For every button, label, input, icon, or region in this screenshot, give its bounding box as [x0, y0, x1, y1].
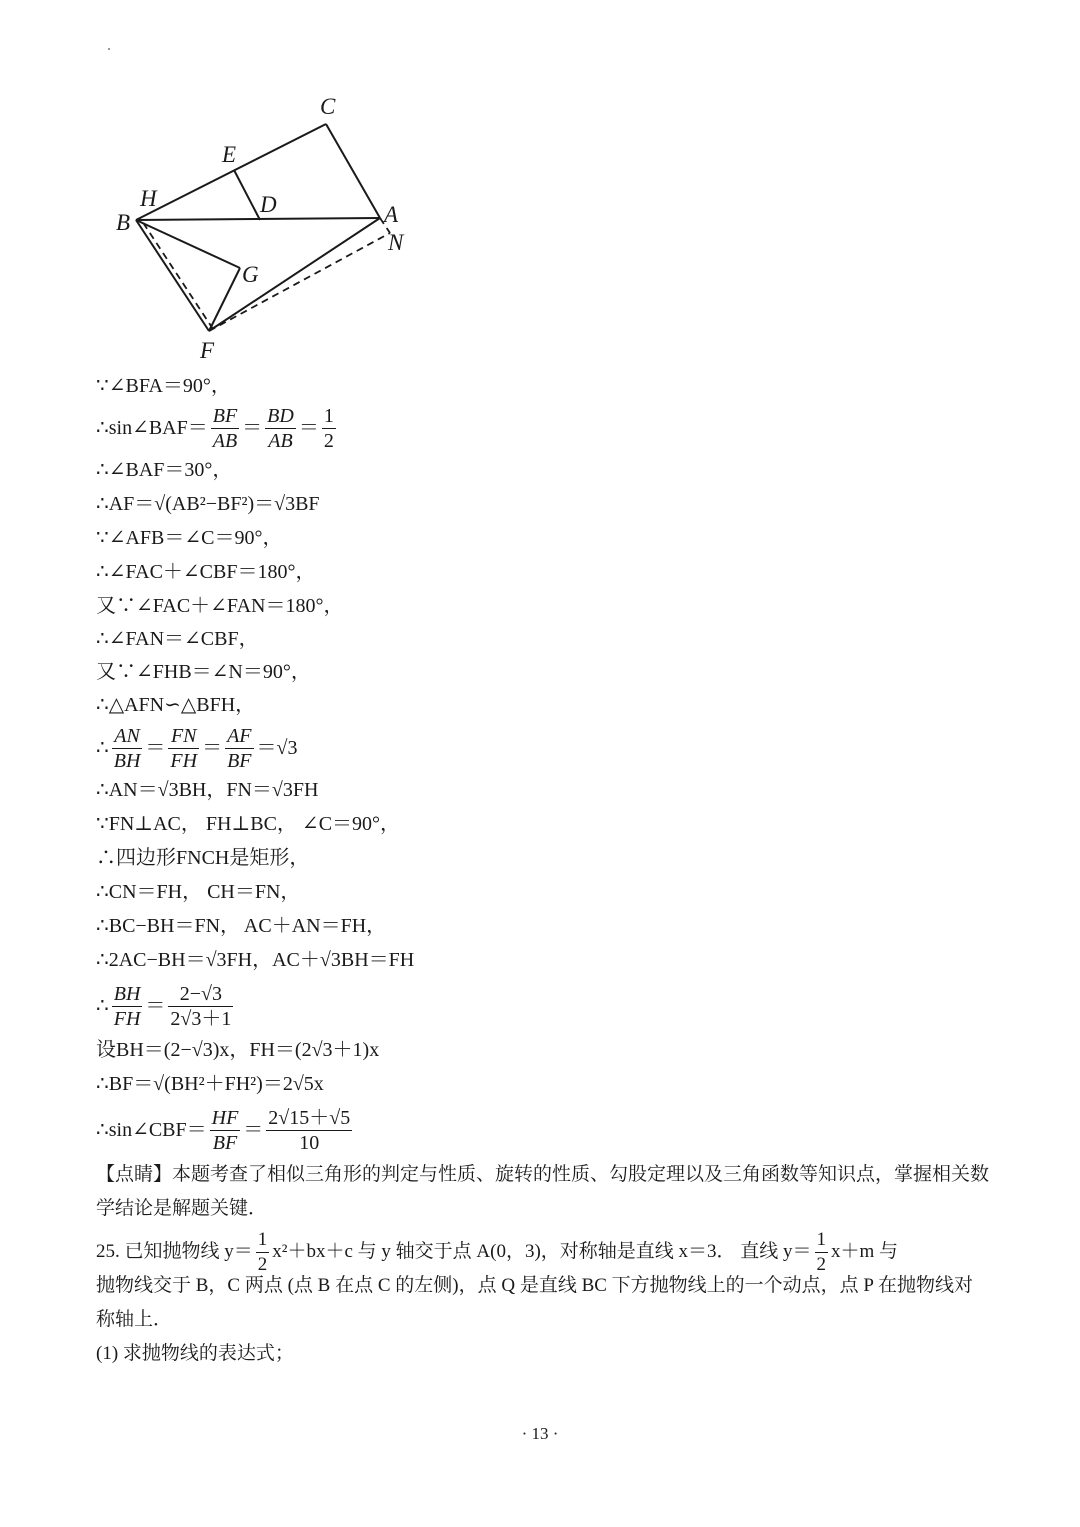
problem-25-line3: 称轴上．	[96, 1309, 173, 1330]
proof-line-sinCBF: ∴sin∠CBF＝ $\frac{HF}{BF}$ ＝ $\frac{2√15+√5}{10}$	[96, 1106, 351, 1154]
ratio-value: √3	[276, 737, 298, 759]
fraction: $\frac{BF}{AB}$	[212, 404, 238, 452]
label-G: G	[242, 262, 259, 287]
proof-line: ∴BF＝√(BH²＋FH²)＝2√5x	[96, 1073, 324, 1095]
proof-line: ∴△AFN∽△BFH，	[96, 694, 256, 716]
segment-FA	[209, 218, 380, 331]
fraction: $\frac{AF}{BF}$	[227, 724, 252, 772]
proof-line: ∴AN＝√3BH，FN＝√3FH	[96, 779, 319, 801]
segment-BC	[136, 124, 326, 220]
problem-25-question-1: (1) 求抛物线的表达式；	[96, 1343, 294, 1364]
proof-line: ∴CN＝FH， CH＝FN，	[96, 881, 301, 903]
label-A: A	[384, 202, 399, 227]
label-E: E	[222, 142, 237, 167]
comment-paragraph: 【点睛】本题考查了相似三角形的判定与性质、旋转的性质、勾股定理以及三角函数等知识点，掌握相关数学结论是解题关键．	[96, 1164, 990, 1219]
geometry-figure	[100, 88, 430, 363]
label-D: D	[260, 192, 277, 217]
proof-line: 又∵∠FAC＋∠FAN＝180°，	[96, 595, 344, 617]
label-C: C	[320, 94, 336, 119]
fraction: $\frac{BD}{AB}$	[267, 404, 294, 452]
proof-line-sinBAF: ∴sin∠BAF＝ $\frac{BF}{AB}$ ＝ $\frac{BD}{AB}$ ＝ $\frac{1}{2}$	[96, 404, 334, 452]
label-H: H	[140, 186, 157, 211]
proof-line: ∵∠AFB＝∠C＝90°，	[96, 527, 283, 549]
proof-line: ∴AF＝√(AB²−BF²)＝√3BF	[96, 493, 320, 515]
label-F: F	[200, 338, 215, 363]
fraction: $\frac{1}{2}$	[323, 404, 334, 452]
fraction: $\frac{HF}{BF}$	[211, 1106, 239, 1154]
fraction: $\frac{1}{2}$	[257, 1228, 268, 1275]
problem-text: x＋m 与	[831, 1241, 899, 1262]
segment-CA	[326, 124, 380, 218]
proof-line: ∵FN⊥AC， FH⊥BC， ∠C＝90°，	[96, 813, 401, 835]
proof-text: ∴sin∠CBF＝	[96, 1119, 207, 1141]
proof-line-bhfh: ∴ $\frac{BH}{FH}$ ＝ $\frac{2-√3}{2√3+1}$	[96, 982, 232, 1030]
scan-dot	[108, 48, 110, 50]
fraction: $\frac{1}{2}$	[816, 1228, 827, 1275]
label-B: B	[116, 210, 131, 235]
proof-text: ∴	[96, 737, 109, 759]
fraction: $\frac{2-√3}{2√3+1}$	[170, 982, 232, 1030]
proof-line: ∴∠FAN＝∠CBF，	[96, 628, 259, 650]
problem-25-line1	[96, 1226, 898, 1278]
proof-line: 又∵∠FHB＝∠N＝90°，	[96, 661, 311, 683]
proof-line: ∵∠BFA＝90°，	[96, 375, 231, 397]
proof-line: ∴四边形FNCH是矩形，	[96, 847, 310, 869]
proof-text: ∴sin∠BAF＝	[96, 417, 208, 439]
label-N: N	[388, 230, 404, 255]
problem-text: x²＋bx＋c 与 y 轴交于点 A(0，3)，对称轴是直线 x＝3． 直线 y＝	[272, 1241, 812, 1262]
segment-ED	[234, 170, 260, 220]
proof-line: ∴∠FAC＋∠CBF＝180°，	[96, 561, 316, 583]
segment-FN-dashed	[209, 233, 390, 331]
proof-line: 设BH＝(2−√3)x，FH＝(2√3＋1)x	[96, 1039, 380, 1061]
fraction: $\frac{FN}{FH}$	[170, 724, 198, 772]
page-number: · 13 ·	[521, 1424, 559, 1443]
proof-line: ∴BC−BH＝FN， AC＋AN＝FH，	[96, 915, 387, 937]
fraction: $\frac{2√15+√5}{10}$	[268, 1106, 351, 1154]
proof-line: ∴∠BAF＝30°，	[96, 459, 233, 481]
problem-text: 25. 已知抛物线 y＝	[96, 1241, 253, 1262]
proof-line-ratios: ∴ $\frac{AN}{BH}$ ＝ $\frac{FN}{FH}$ ＝ $\frac{AF}{BF}$ ＝ √3	[96, 724, 298, 772]
problem-25-line2: 抛物线交于 B，C 两点 (点 B 在点 C 的左侧)，点 Q 是直线 BC 下方抛物线上的一个动点，点 P 在抛物线对	[96, 1275, 974, 1296]
proof-line: ∴2AC−BH＝√3FH，AC＋√3BH＝FH	[96, 949, 415, 971]
segment-FH-dashed	[140, 218, 213, 329]
fraction: $\frac{AN}{BH}$	[113, 724, 141, 772]
fraction: $\frac{BH}{FH}$	[113, 982, 141, 1030]
proof-text: ∴	[96, 995, 109, 1017]
